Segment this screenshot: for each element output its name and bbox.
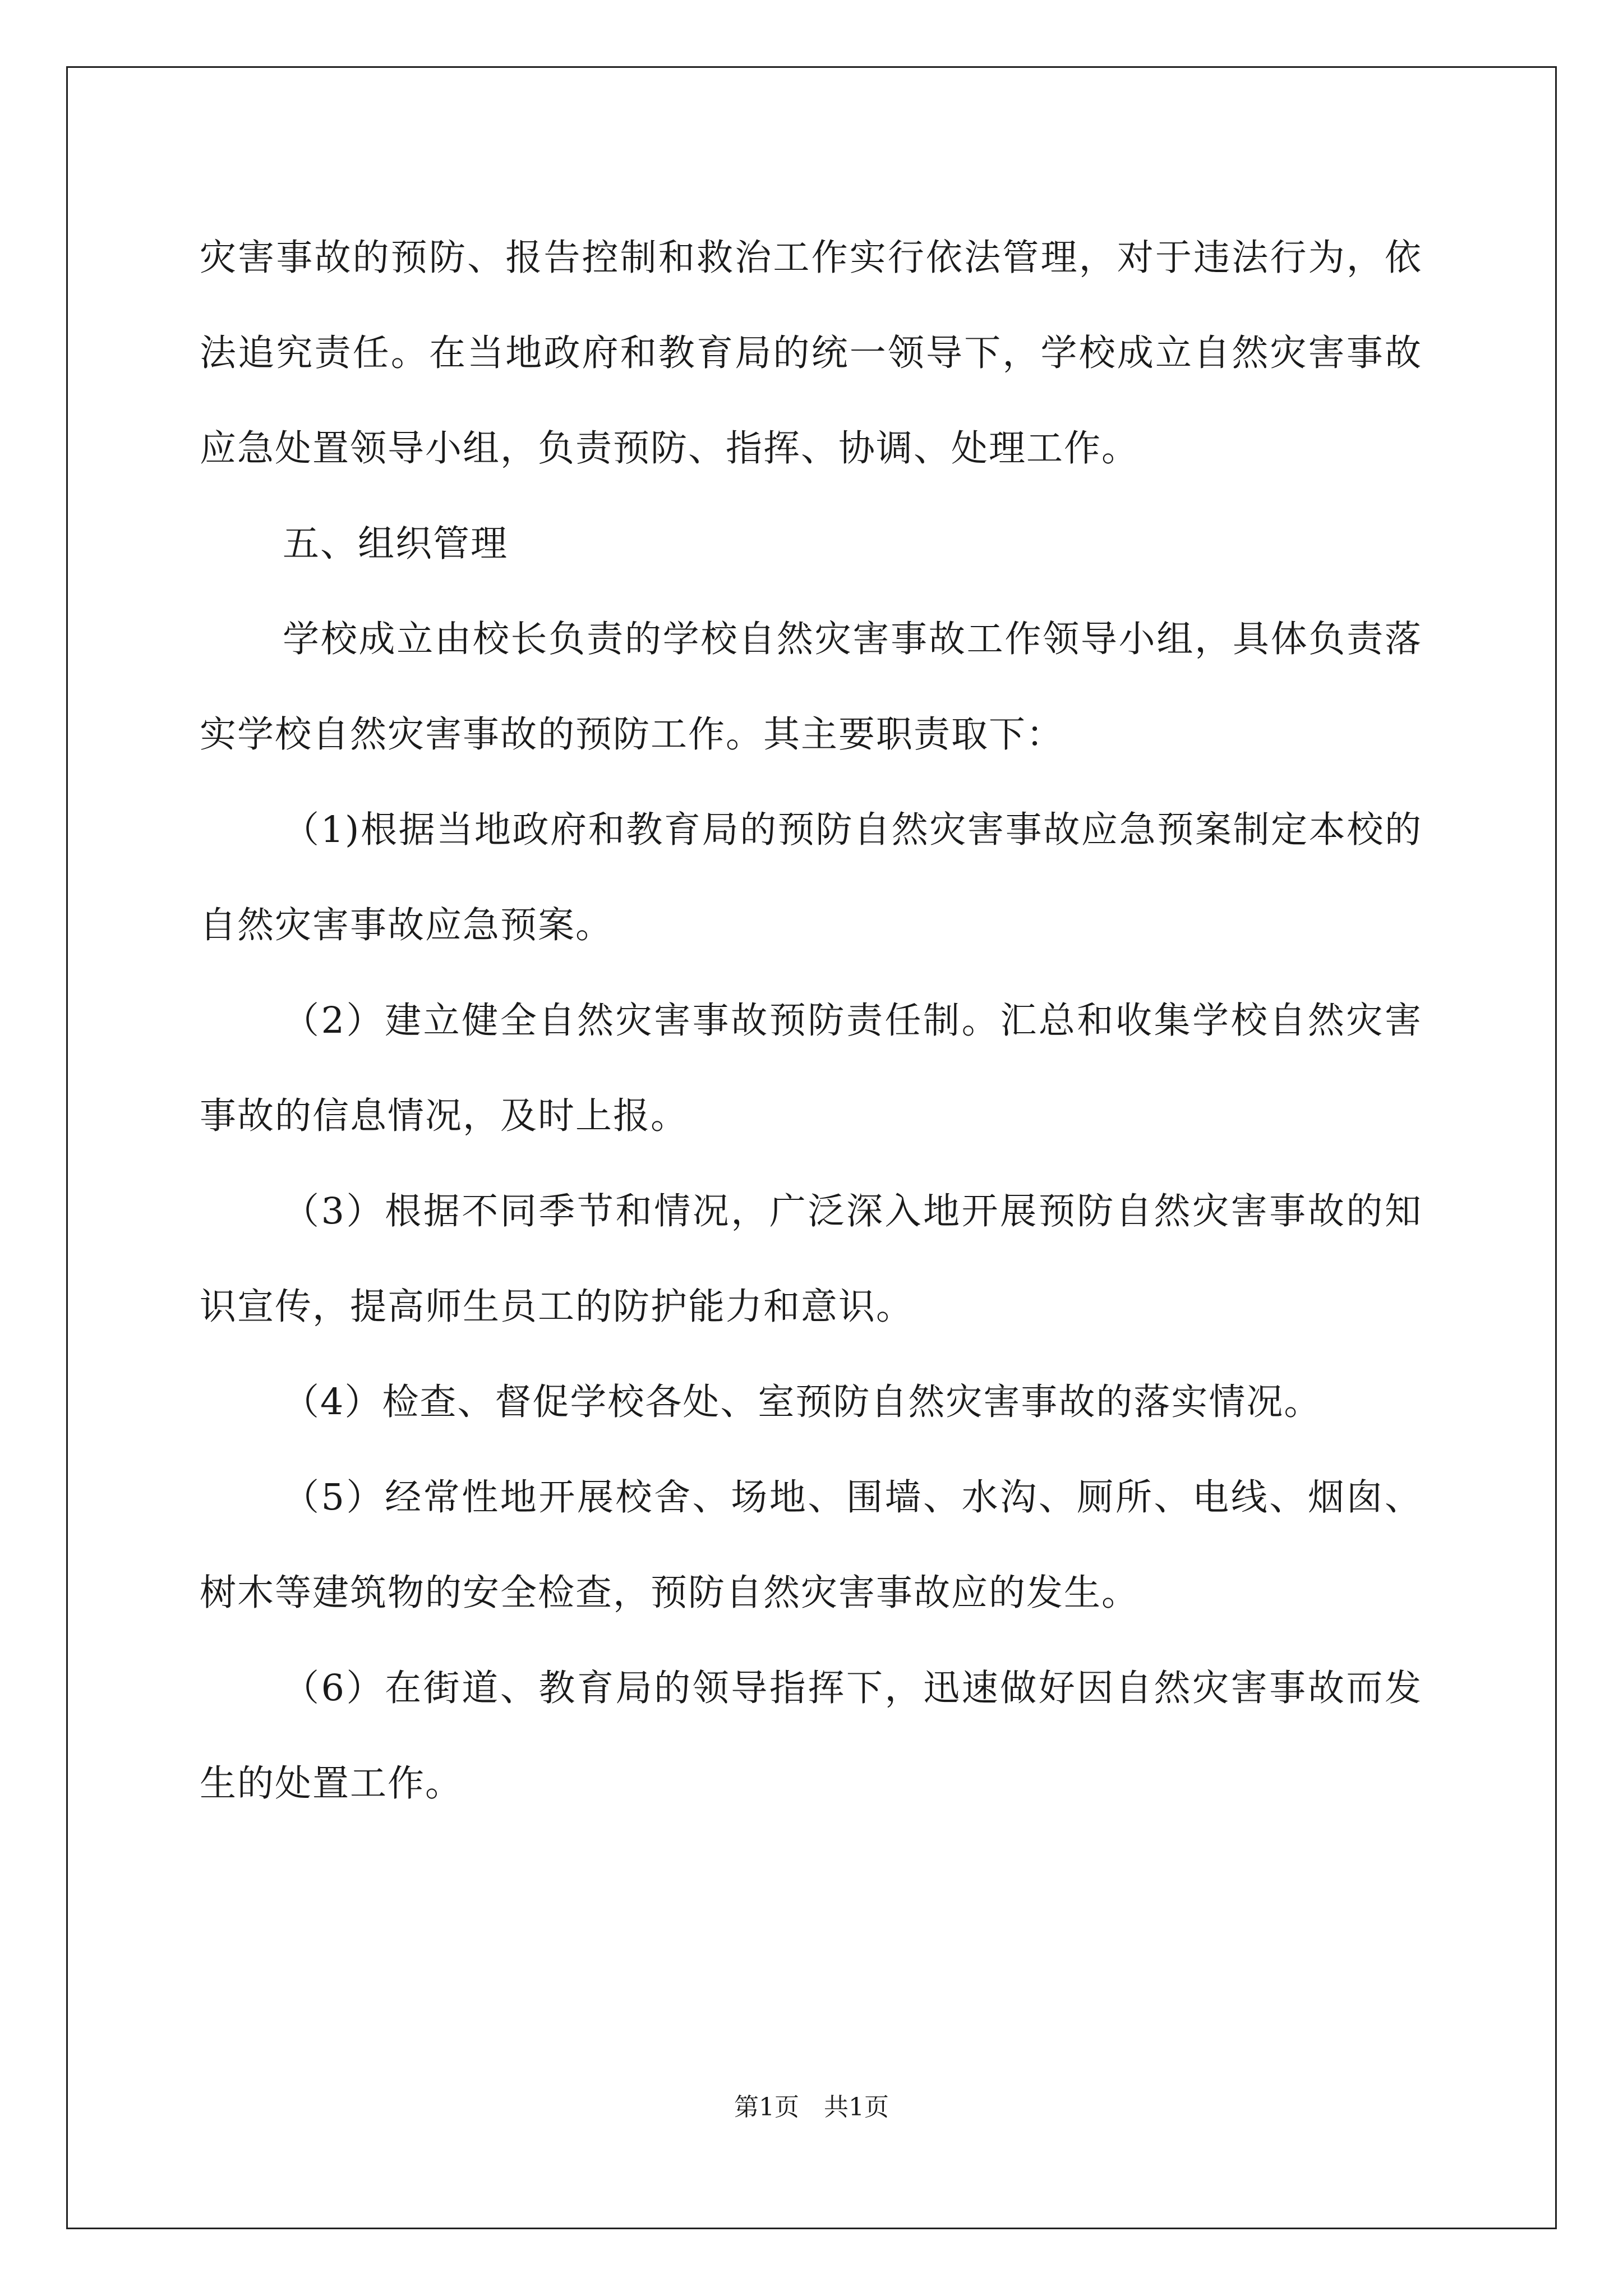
list-item: （5）经常性地开展校舍、场地、围墙、水沟、厕所、电线、烟囱、树木等建筑物的安全检查，预防自然灾害事故应的发生。 — [200, 1476, 1422, 1614]
list-item: （2）建立健全自然灾害事故预防责任制。汇总和收集学校自然灾害事故的信息情况，及时上报。 — [200, 1000, 1422, 1137]
document-body — [200, 210, 1422, 1832]
paragraph: 灾害事故的预防、报告控制和救治工作实行依法管理，对于违法行为，依法追究责任。在当地政府和教育局的统一领导下，学校成立自然灾害事故应急处置领导小组，负责预防、指挥、协调、处理工作。 — [200, 237, 1422, 470]
list-item: （3）根据不同季节和情况，广泛深入地开展预防自然灾害事故的知识宣传，提高师生员工的防护能力和意识。 — [200, 1190, 1422, 1328]
page-footer: 第1页 共1页 — [734, 2093, 889, 2122]
list-item: （4）检查、督促学校各处、室预防自然灾害事故的落实情况。 — [283, 1381, 1322, 1423]
paragraph: 学校成立由校长负责的学校自然灾害事故工作领导小组，具体负责落实学校自然灾害事故的预防工作。其主要职责取下： — [200, 618, 1422, 756]
section-heading: 五、组织管理 — [283, 523, 509, 565]
list-item: （6）在街道、教育局的领导指挥下，迅速做好因自然灾害事故而发生的处置工作。 — [200, 1667, 1422, 1805]
list-item: （1)根据当地政府和教育局的预防自然灾害事故应急预案制定本校的自然灾害事故应急预案。 — [200, 809, 1422, 946]
